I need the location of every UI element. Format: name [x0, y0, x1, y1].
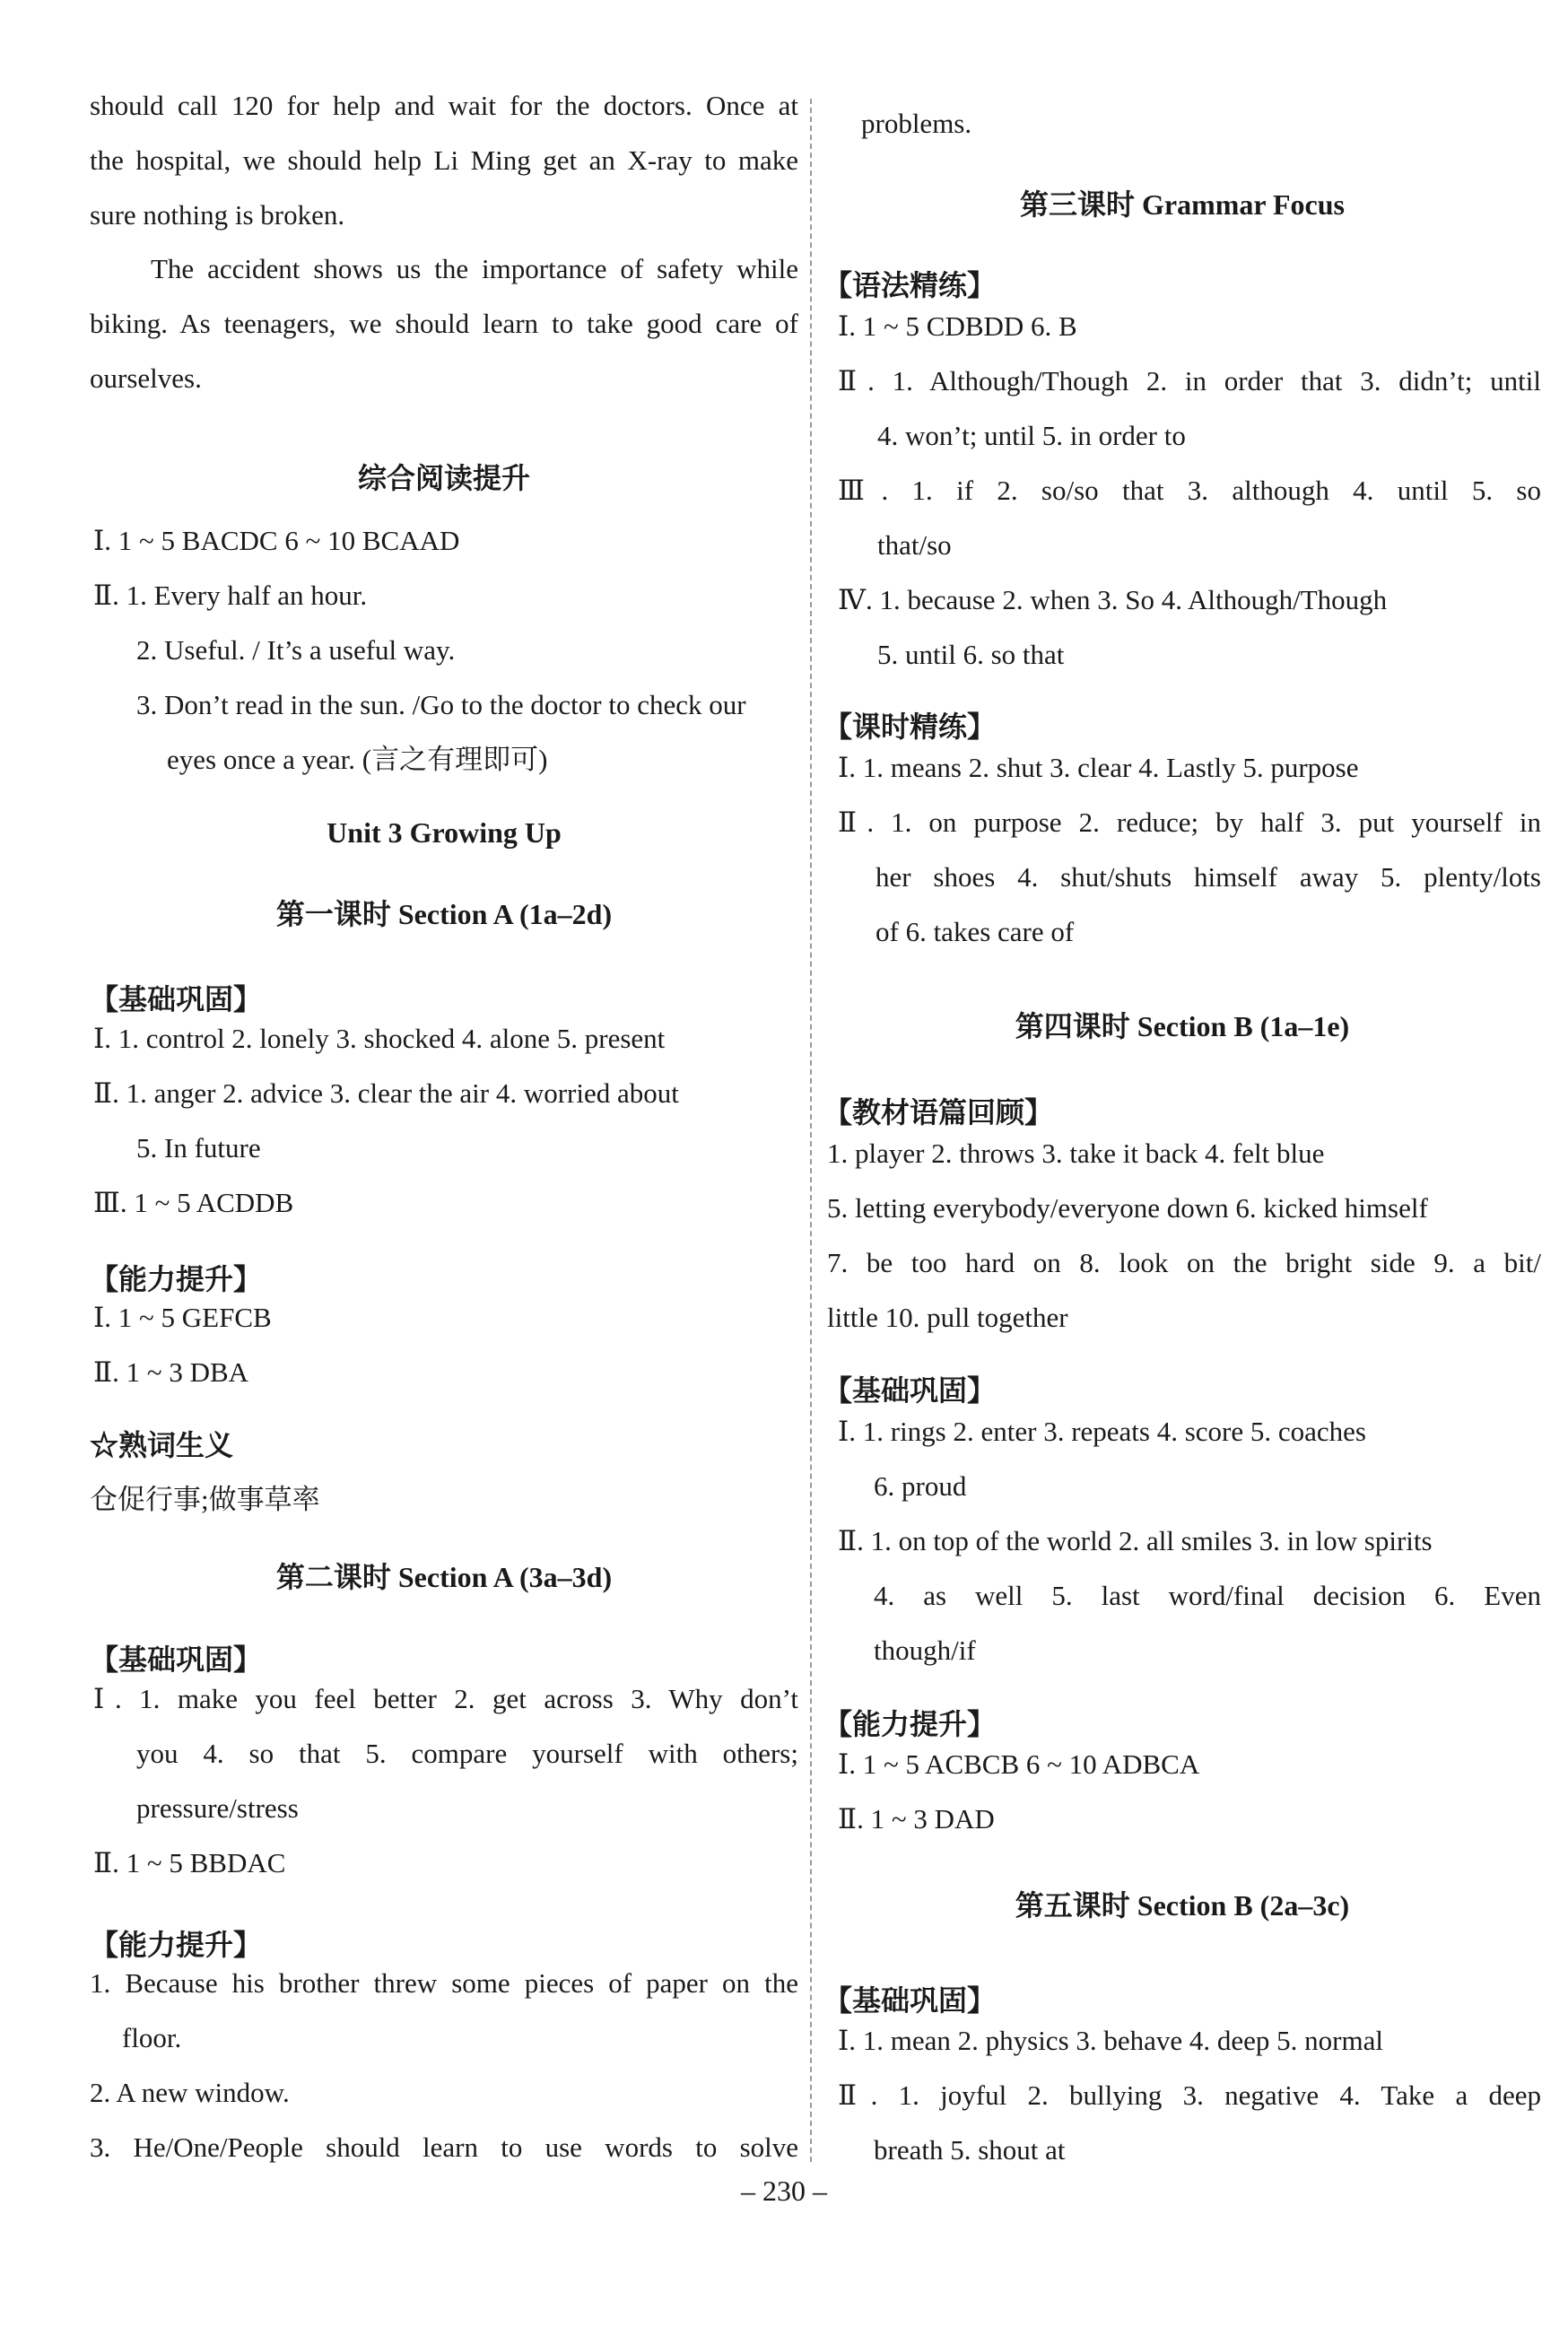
paragraph-line: The accident shows us the importance of safety while	[151, 253, 798, 284]
answer-line: Ⅳ. 1. because 2. when 3. So 4. Although/Though	[838, 584, 1388, 615]
answer-line: Ⅰ. 1 ~ 5 CDBDD 6. B	[838, 310, 1077, 342]
answer-line: you 4. so that 5. compare yourself with others;	[136, 1738, 798, 1769]
page-number: – 230 –	[741, 2175, 827, 2207]
answer-line: Ⅱ. 1. anger 2. advice 3. clear the air 4. worried about	[93, 1077, 679, 1109]
lesson5-title: 第五课时 Section B (2a–3c)	[1015, 1889, 1350, 1922]
answer-line: Ⅰ. 1 ~ 5 GEFCB	[93, 1302, 272, 1333]
answer-line: Ⅱ. 1 ~ 3 DAD	[838, 1803, 995, 1835]
answer-line: though/if	[874, 1634, 976, 1666]
answer-line: Ⅰ. 1 ~ 5 ACBCB 6 ~ 10 ADBCA	[838, 1748, 1200, 1780]
answer-line: Ⅱ. 1. Although/Though 2. in order that 3. didn’t; until	[838, 365, 1541, 397]
unit-title: Unit 3 Growing Up	[327, 816, 562, 849]
paragraph-line: biking. As teenagers, we should learn to take good care of	[90, 308, 798, 339]
answer-line: 3. He/One/People should learn to use words to solve	[90, 2131, 798, 2163]
answer-line: little 10. pull together	[827, 1302, 1068, 1333]
answer-line: Ⅱ. 1. joyful 2. bullying 3. negative 4. Take a deep	[838, 2079, 1541, 2111]
answer-line: Ⅲ. 1 ~ 5 ACDDB	[93, 1187, 294, 1218]
star-text: 仓促行事;做事草率	[90, 1484, 320, 1515]
lesson2-ability-heading: 【能力提升】	[90, 1929, 263, 1961]
lesson4-title: 第四课时 Section B (1a–1e)	[1015, 1010, 1350, 1042]
answer-line: 5. In future	[136, 1132, 261, 1164]
paragraph-line: should call 120 for help and wait for the doctors. Once at	[90, 90, 798, 121]
column-divider	[810, 99, 812, 2162]
lesson1-ability-heading: 【能力提升】	[90, 1263, 263, 1295]
section-title-zonghe: 综合阅读提升	[357, 462, 530, 494]
lesson3-practice-heading: 【课时精练】	[823, 710, 997, 743]
answer-line: Ⅱ. 1 ~ 5 BBDAC	[93, 1847, 286, 1878]
answer-line: Ⅰ. 1. control 2. lonely 3. shocked 4. alone 5. present	[93, 1023, 666, 1054]
answer-line: 5. letting everybody/everyone down 6. kicked himself	[827, 1192, 1428, 1224]
continued-text: problems.	[861, 108, 972, 139]
answer-line: 1. Because his brother threw some pieces of paper on the	[90, 1967, 798, 1999]
lesson2-title: 第二课时 Section A (3a–3d)	[275, 1561, 613, 1593]
answer-line: 2. A new window.	[90, 2077, 290, 2108]
lesson5-basic-heading: 【基础巩固】	[823, 1984, 997, 2017]
answer-line: breath 5. shout at	[874, 2134, 1066, 2166]
answer-line: Ⅱ. 1. on top of the world 2. all smiles 3. in low spirits	[838, 1525, 1433, 1556]
paragraph-line: the hospital, we should help Li Ming get an X-ray to make	[90, 144, 798, 176]
answer-line: Ⅰ. 1. make you feel better 2. get across 3. Why don’t	[93, 1683, 798, 1714]
answer-line: Ⅰ. 1. rings 2. enter 3. repeats 4. score 5. coaches	[838, 1416, 1366, 1447]
lesson3-grammar-heading: 【语法精练】	[823, 269, 997, 301]
lesson3-title: 第三课时 Grammar Focus	[1019, 188, 1346, 221]
lesson1-title: 第一课时 Section A (1a–2d)	[275, 898, 613, 930]
answer-line: 7. be too hard on 8. look on the bright side 9. a bit/	[827, 1247, 1541, 1278]
answer-line: Ⅲ. 1. if 2. so/so that 3. although 4. until 5. so	[838, 475, 1541, 506]
answer-line: 5. until 6. so that	[877, 639, 1065, 670]
answer-line: eyes once a year. (言之有理即可)	[167, 744, 548, 775]
lesson4-ability-heading: 【能力提升】	[823, 1708, 997, 1740]
paragraph-line: ourselves.	[90, 362, 202, 394]
answer-line: 4. as well 5. last word/final decision 6. Even	[874, 1580, 1541, 1611]
answer-line: that/so	[877, 529, 952, 561]
answer-line: 1. player 2. throws 3. take it back 4. felt blue	[827, 1137, 1325, 1169]
star-heading: ☆熟词生义	[90, 1429, 234, 1461]
answer-line: 3. Don’t read in the sun. /Go to the doctor to check our	[136, 689, 746, 720]
answer-line: 6. proud	[874, 1470, 967, 1502]
answer-line: Ⅱ. 1. on purpose 2. reduce; by half 3. put yourself in	[838, 806, 1541, 838]
answer-line: Ⅰ. 1. mean 2. physics 3. behave 4. deep 5. normal	[838, 2025, 1383, 2056]
answer-line: Ⅰ. 1 ~ 5 BACDC 6 ~ 10 BCAAD	[93, 525, 460, 556]
answer-line: Ⅱ. 1 ~ 3 DBA	[93, 1356, 249, 1388]
answer-line: 4. won’t; until 5. in order to	[877, 420, 1186, 451]
paragraph-line: sure nothing is broken.	[90, 199, 345, 231]
answer-line: Ⅰ. 1. means 2. shut 3. clear 4. Lastly 5. purpose	[838, 752, 1359, 783]
lesson4-review-heading: 【教材语篇回顾】	[823, 1096, 1054, 1129]
lesson2-basic-heading: 【基础巩固】	[90, 1643, 263, 1676]
answer-line: floor.	[122, 2022, 182, 2053]
answer-line: pressure/stress	[136, 1792, 299, 1824]
answer-line: of 6. takes care of	[875, 916, 1075, 947]
answer-line: her shoes 4. shut/shuts himself away 5. plenty/lots	[875, 861, 1541, 893]
lesson4-basic-heading: 【基础巩固】	[823, 1374, 997, 1407]
answer-line: 2. Useful. / It’s a useful way.	[136, 634, 456, 666]
lesson1-basic-heading: 【基础巩固】	[90, 983, 263, 1015]
answer-line: Ⅱ. 1. Every half an hour.	[93, 580, 368, 611]
